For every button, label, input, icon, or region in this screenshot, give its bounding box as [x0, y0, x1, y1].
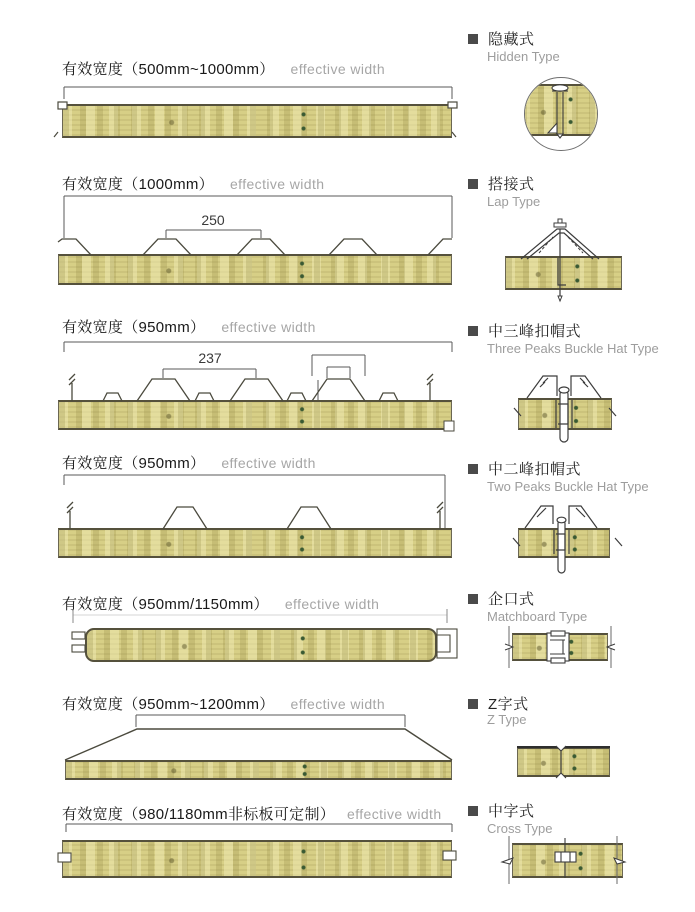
type-title-en: Three Peaks Buckle Hat Type — [487, 341, 659, 356]
panel-row-cross — [0, 796, 465, 891]
type-title-cn: 隐藏式 — [488, 31, 535, 48]
width-label — [62, 58, 385, 79]
panel-row-three-peaks — [0, 310, 465, 445]
type-title-cn: 企口式 — [488, 591, 535, 608]
type-title — [468, 28, 535, 49]
type-title-cn: 搭接式 — [488, 176, 535, 193]
joint-detail-panel — [505, 256, 622, 290]
bullet-square-icon — [468, 806, 478, 816]
bullet-square-icon — [468, 179, 478, 189]
panel-cross-section — [62, 104, 452, 138]
type-title-en: Z Type — [487, 712, 527, 727]
panel-cross-section — [58, 254, 452, 285]
type-title-cn: 中二峰扣帽式 — [488, 461, 582, 478]
width-label — [62, 803, 442, 824]
type-title — [468, 693, 529, 714]
type-title — [468, 800, 535, 821]
width-label-cn: 有效宽度（1000mm） — [62, 176, 214, 193]
effective-width-label: effective width — [347, 806, 442, 822]
panel-cross-section — [65, 760, 452, 780]
panel-cross-section — [62, 840, 452, 878]
type-title — [468, 173, 535, 194]
type-three-peaks — [465, 320, 695, 458]
panel-row-hidden — [0, 58, 465, 160]
width-label — [62, 593, 379, 614]
panel-cross-section — [58, 400, 452, 430]
joint-detail-panel — [524, 84, 598, 136]
bullet-square-icon — [468, 699, 478, 709]
width-label-cn: 有效宽度（950mm~1200mm） — [62, 696, 275, 713]
bullet-square-icon — [468, 34, 478, 44]
type-title-en: Matchboard Type — [487, 609, 588, 624]
type-title-en: Lap Type — [487, 194, 541, 209]
rib-dimension: 250 — [201, 212, 225, 228]
type-z — [465, 693, 695, 793]
joint-detail-panel — [518, 528, 610, 558]
width-label — [62, 316, 316, 337]
type-title-en: Two Peaks Buckle Hat Type — [487, 479, 649, 494]
panel-row-z — [0, 688, 465, 788]
effective-width-label: effective width — [229, 176, 325, 192]
type-cross — [465, 800, 695, 900]
type-hidden — [465, 28, 695, 160]
panel-row-matchboard — [0, 585, 465, 680]
width-label-cn: 有效宽度（500mm~1000mm） — [62, 61, 275, 78]
effective-width-label: effective width — [221, 319, 316, 335]
effective-width-label: effective width — [290, 61, 386, 77]
type-title-cn: 中字式 — [488, 803, 535, 820]
effective-width-label: effective width — [290, 696, 386, 712]
joint-detail-panel — [517, 747, 610, 777]
type-title-cn: 中三峰扣帽式 — [488, 323, 582, 340]
width-label-cn: 有效宽度（950mm） — [62, 319, 206, 336]
width-label-cn: 有效宽度（950mm） — [62, 455, 206, 472]
joint-detail-panel — [518, 398, 612, 430]
rib-dimension: 237 — [198, 350, 222, 366]
type-title-en: Hidden Type — [487, 49, 560, 64]
effective-width-label: effective width — [284, 596, 380, 612]
joint-detail-panel — [512, 843, 623, 878]
panel-cross-section — [85, 628, 437, 662]
type-two-peaks — [465, 458, 695, 588]
type-title-cn: Z字式 — [488, 696, 529, 713]
effective-width-label: effective width — [221, 455, 316, 471]
type-title — [468, 588, 535, 609]
bullet-square-icon — [468, 326, 478, 336]
type-title — [468, 320, 581, 341]
bullet-square-icon — [468, 464, 478, 474]
panel-row-two-peaks — [0, 445, 465, 575]
type-lap — [465, 173, 695, 308]
width-label — [62, 173, 324, 194]
type-matchboard — [465, 588, 695, 688]
joint-detail-circle — [524, 77, 598, 151]
width-label — [62, 693, 385, 714]
type-title-en: Cross Type — [487, 821, 553, 836]
width-label-cn: 有效宽度（950mm/1150mm） — [62, 596, 269, 613]
type-title — [468, 458, 581, 479]
bullet-square-icon — [468, 594, 478, 604]
width-label — [62, 452, 316, 473]
width-label-cn: 有效宽度（980/1180mm非标板可定制） — [62, 806, 336, 823]
panel-cross-section — [58, 528, 452, 558]
panel-row-lap — [0, 168, 465, 296]
joint-detail-panel — [512, 633, 608, 661]
